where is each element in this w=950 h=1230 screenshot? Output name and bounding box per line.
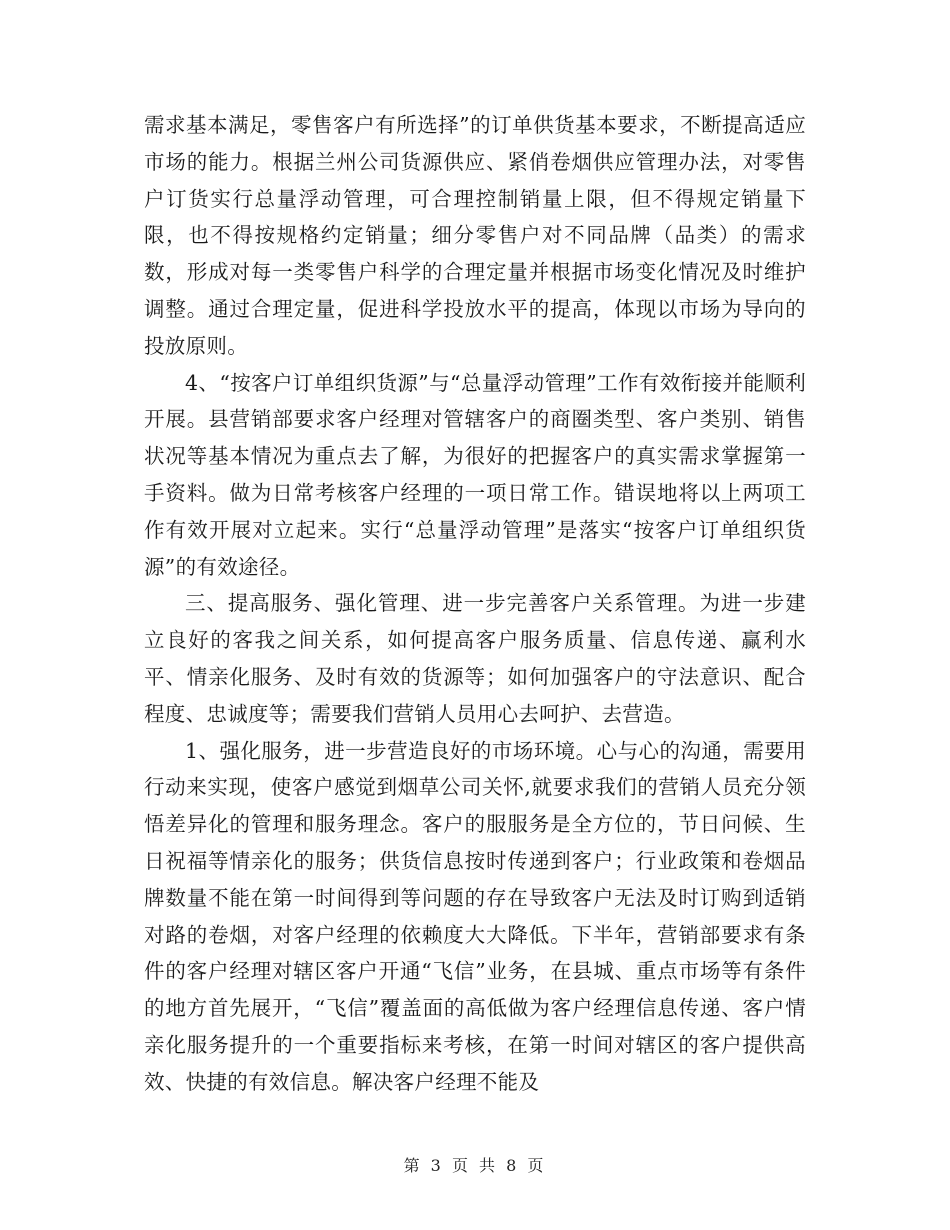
paragraph-section-3: 三、提高服务、强化管理、进一步完善客户关系管理。为进一步建立良好的客我之间关系，如何提高客户服务质量、信息传递、赢利水平、情亲化服务、及时有效的货源等；如何加强客户的守法意识、配合程度、忠诚度等；需要我们营销人员用心去呵护、去营造。 [144,591,806,726]
paragraph-continuation: 需求基本满足，零售客户有所选择”的订单供货基本要求，不断提高适应市场的能力。根据兰州公司货源供应、紧俏卷烟供应管理办法，对零售户订货实行总量浮动管理，可合理控制销量上限，但不得规定销量下限，也不得按规格约定销量；细分零售户对不同品牌（品类）的需求数，形成对每一类零售户科学的合理定量并根据市场变化情况及时维护调整。通过合理定量，促进科学投放水平的提高，体现以市场为导向的投放原则。 [144,113,806,358]
document-body [144,107,806,1101]
page-number-footer: 第 3 页 共 8 页 [403,1156,547,1175]
paragraph-item-1: 1、强化服务，进一步营造良好的市场环境。心与心的沟通，需要用行动来实现，使客户感觉到烟草公司关怀,就要求我们的营销人员充分领悟差异化的管理和服务理念。客户的服服务是全方位的，节日问候、生日祝福等情亲化的服务；供货信息按时传递到客户；行业政策和卷烟品牌数量不能在第一时间得到等问题的存在导致客户无法及时订购到适销对路的卷烟，对客户经理的依赖度大大降低。下半年，营销部要求有条件的客户经理对辖区客户开通“飞信”业务，在县城、重点市场等有条件的地方首先展开，“飞信”覆盖面的高低做为客户经理信息传递、客户情亲化服务提升的一个重要指标来考核，在第一时间对辖区的客户提供高效、快捷的有效信息。解决客户经理不能及 [144,738,806,1094]
paragraph-item-4: 4、“按客户订单组织货源”与“总量浮动管理”工作有效衔接并能顺利开展。县营销部要求客户经理对管辖客户的商圈类型、客户类别、销售状况等基本情况为重点去了解，为很好的把握客户的真实需求掌握第一手资料。做为日常考核客户经理的一项日常工作。错误地将以上两项工作有效开展对立起来。实行“总量浮动管理”是落实“按客户订单组织货源”的有效途径。 [144,370,806,579]
